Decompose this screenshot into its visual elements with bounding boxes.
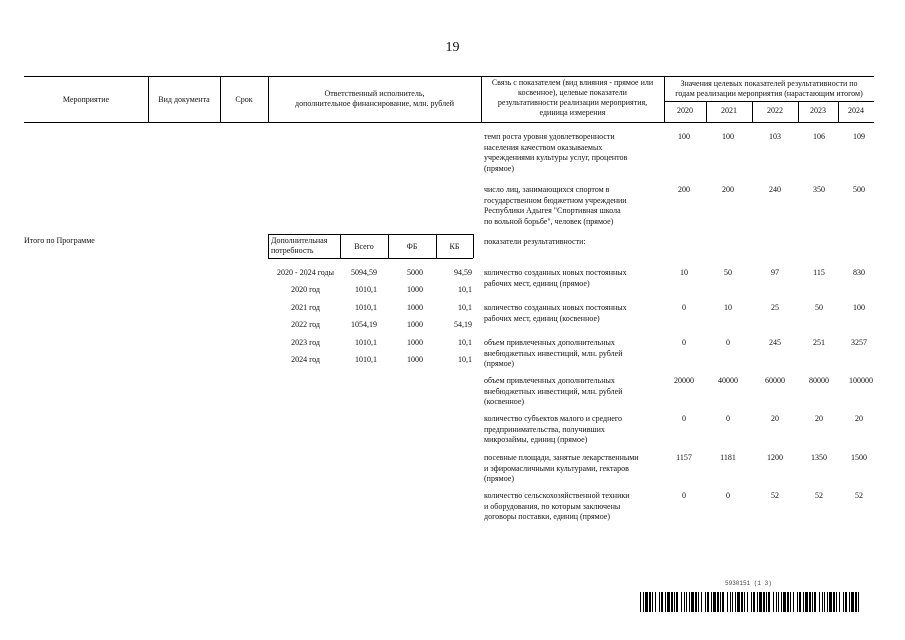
value-cell: 350 xyxy=(813,185,825,194)
value-cell: 100 xyxy=(722,132,734,141)
funding-total: 1010,1 xyxy=(355,285,377,294)
value-cell: 0 xyxy=(682,414,686,423)
indicator-text xyxy=(484,185,664,227)
funding-kb: 54,19 xyxy=(454,320,472,329)
value-cell: 251 xyxy=(813,338,825,347)
value-cell: 20 xyxy=(815,414,823,423)
indicator-line: количество созданных новых постоянных xyxy=(484,303,627,312)
indicator-line: число лиц, занимающихся спортом в xyxy=(484,185,610,194)
value-cell: 50 xyxy=(815,303,823,312)
indicator-line: по вольной борьбе", человек (прямое) xyxy=(484,216,614,226)
header-link-line: косвенное), целевые показатели xyxy=(518,88,627,97)
funding-kb: 10,1 xyxy=(458,303,472,312)
value-cell: 80000 xyxy=(809,376,829,385)
header-values xyxy=(664,79,874,99)
header-values-line: годам реализации мероприятия (нарастающим итогом) xyxy=(675,89,863,98)
funding-fb: 1000 xyxy=(407,355,423,364)
indicator-line: предпринимательства, получивших xyxy=(484,424,605,434)
value-cell: 0 xyxy=(726,338,730,347)
value-cell: 1200 xyxy=(767,453,783,462)
value-cell: 0 xyxy=(682,303,686,312)
value-cell: 0 xyxy=(726,414,730,423)
value-cell: 1157 xyxy=(676,453,692,462)
funding-need-header xyxy=(268,236,343,256)
value-cell: 106 xyxy=(813,132,825,141)
indicator-line: внебюджетных инвестиций, млн. рублей xyxy=(484,348,623,358)
results-label: показатели результативности: xyxy=(484,237,586,246)
indicator-line: (прямое) xyxy=(484,359,514,368)
indicator-line: (косвенное) xyxy=(484,397,525,406)
header-link-line: единица измерения xyxy=(539,108,606,117)
value-cell: 97 xyxy=(771,268,779,277)
value-cell: 1181 xyxy=(720,453,736,462)
value-cell: 100000 xyxy=(849,376,873,385)
value-cell: 1350 xyxy=(811,453,827,462)
page-number: 19 xyxy=(445,40,460,55)
value-cell: 1500 xyxy=(851,453,867,462)
funding-need-line: потребность xyxy=(271,246,314,255)
value-cell: 100 xyxy=(853,303,865,312)
value-cell: 20000 xyxy=(674,376,694,385)
indicator-text xyxy=(484,453,664,485)
indicator-line: посевные площади, занятые лекарственными xyxy=(484,453,639,462)
header-link-line: результативности реализации мероприятия, xyxy=(497,98,648,107)
funding-kb: 10,1 xyxy=(458,338,472,347)
header-executor-line: дополнительное финансирование, млн. рублей xyxy=(295,99,454,108)
value-cell: 830 xyxy=(853,268,865,277)
value-cell: 25 xyxy=(771,303,779,312)
funding-kb: 94,59 xyxy=(454,268,472,277)
barcode-label: 5930151 (1 3) xyxy=(725,580,772,587)
value-cell: 100 xyxy=(678,132,690,141)
funding-total: 1010,1 xyxy=(355,338,377,347)
funding-top-rule xyxy=(268,234,473,235)
value-cell: 50 xyxy=(724,268,732,277)
value-cell: 52 xyxy=(815,491,823,500)
value-cell: 40000 xyxy=(718,376,738,385)
header-doc-type: Вид документа xyxy=(158,95,210,104)
funding-fb: 1000 xyxy=(407,303,423,312)
barcode-icon xyxy=(640,592,860,612)
header-values-line: Значения целевых показателей результативности по xyxy=(680,79,858,88)
indicator-line: объем привлеченных дополнительных xyxy=(484,376,615,385)
year-2020: 2020 xyxy=(677,106,693,115)
value-cell: 10 xyxy=(680,268,688,277)
indicator-line: государственном бюджетном учреждении xyxy=(484,195,627,205)
funding-total: 1010,1 xyxy=(355,355,377,364)
header-link-line: Связь с показателем (вид влияния - прямое или xyxy=(491,78,654,87)
indicator-line: внебюджетных инвестиций, млн. рублей xyxy=(484,386,623,396)
indicator-line: учреждениями культуры услуг, процентов xyxy=(484,153,628,162)
indicator-line: (прямое) xyxy=(484,474,514,483)
header-top-rule xyxy=(24,76,874,77)
funding-fb: 1000 xyxy=(407,320,423,329)
header-bottom-rule xyxy=(24,122,874,123)
funding-period: 2020 - 2024 годы xyxy=(277,268,334,277)
indicator-line: темп роста уровня удовлетворенности xyxy=(484,132,615,141)
indicator-text xyxy=(484,491,664,523)
funding-kb: 10,1 xyxy=(458,285,472,294)
year-2024: 2024 xyxy=(848,106,864,115)
indicator-text xyxy=(484,414,664,446)
indicator-line: (прямое) xyxy=(484,163,514,173)
year-2021: 2021 xyxy=(721,106,737,115)
funding-divider xyxy=(473,234,474,258)
value-cell: 500 xyxy=(853,185,865,194)
years-split-rule xyxy=(664,101,874,102)
funding-total: 1010,1 xyxy=(355,303,377,312)
funding-fb-header: ФБ xyxy=(406,242,418,251)
indicator-line: рабочих мест, единиц (косвенное) xyxy=(484,313,600,323)
funding-period: 2023 год xyxy=(291,338,320,347)
value-cell: 103 xyxy=(769,132,781,141)
funding-kb-header: КБ xyxy=(449,242,460,251)
funding-total-header: Всего xyxy=(354,242,374,251)
value-cell: 60000 xyxy=(765,376,785,385)
funding-total: 1054,19 xyxy=(351,320,377,329)
value-cell: 240 xyxy=(769,185,781,194)
indicator-text xyxy=(484,376,664,408)
value-cell: 52 xyxy=(855,491,863,500)
indicator-line: Республики Адыгея "Спортивная школа xyxy=(484,206,621,215)
value-cell: 20 xyxy=(855,414,863,423)
funding-need-line: Дополнительная xyxy=(271,236,328,245)
indicator-text xyxy=(484,132,664,174)
year-2023: 2023 xyxy=(810,106,826,115)
header-executor xyxy=(268,89,481,109)
funding-period: 2020 год xyxy=(291,285,320,294)
value-cell: 109 xyxy=(853,132,865,141)
value-cell: 0 xyxy=(682,491,686,500)
header-term: Срок xyxy=(235,95,253,104)
header-executor-line: Ответственный исполнитель, xyxy=(324,89,425,98)
funding-period: 2022 год xyxy=(291,320,320,329)
indicator-line: и оборудования, по которым заключены xyxy=(484,501,621,511)
header-link xyxy=(481,78,664,118)
funding-period: 2021 год xyxy=(291,303,320,312)
indicator-line: количество созданных новых постоянных xyxy=(484,268,627,277)
indicator-line: количество сельскохозяйственной техники xyxy=(484,491,630,500)
value-cell: 10 xyxy=(724,303,732,312)
indicator-text xyxy=(484,268,664,289)
value-cell: 0 xyxy=(726,491,730,500)
funding-fb: 5000 xyxy=(407,268,423,277)
indicator-line: населения качеством оказываемых xyxy=(484,142,603,152)
funding-total: 5094,59 xyxy=(351,268,377,277)
funding-kb: 10,1 xyxy=(458,355,472,364)
funding-fb: 1000 xyxy=(407,285,423,294)
indicator-line: и эфиромасличными культурами, гектаров xyxy=(484,463,629,473)
funding-fb: 1000 xyxy=(407,338,423,347)
year-2022: 2022 xyxy=(767,106,783,115)
indicator-line: количество субъектов малого и среднего xyxy=(484,414,623,423)
indicator-line: объем привлеченных дополнительных xyxy=(484,338,615,347)
value-cell: 200 xyxy=(678,185,690,194)
funding-period: 2024 год xyxy=(291,355,320,364)
indicator-text xyxy=(484,338,664,370)
funding-header-rule xyxy=(268,258,473,259)
header-event: Мероприятие xyxy=(62,95,110,104)
value-cell: 200 xyxy=(722,185,734,194)
value-cell: 3257 xyxy=(851,338,867,347)
value-cell: 20 xyxy=(771,414,779,423)
indicator-line: договоры поставки, единиц (прямое) xyxy=(484,512,611,521)
indicator-line: рабочих мест, единиц (прямое) xyxy=(484,278,590,288)
value-cell: 52 xyxy=(771,491,779,500)
total-label: Итого по Программе xyxy=(24,236,95,245)
indicator-line: микрозаймы, единиц (прямое) xyxy=(484,435,588,444)
value-cell: 115 xyxy=(813,268,825,277)
value-cell: 245 xyxy=(769,338,781,347)
value-cell: 0 xyxy=(682,338,686,347)
indicator-text xyxy=(484,303,664,324)
